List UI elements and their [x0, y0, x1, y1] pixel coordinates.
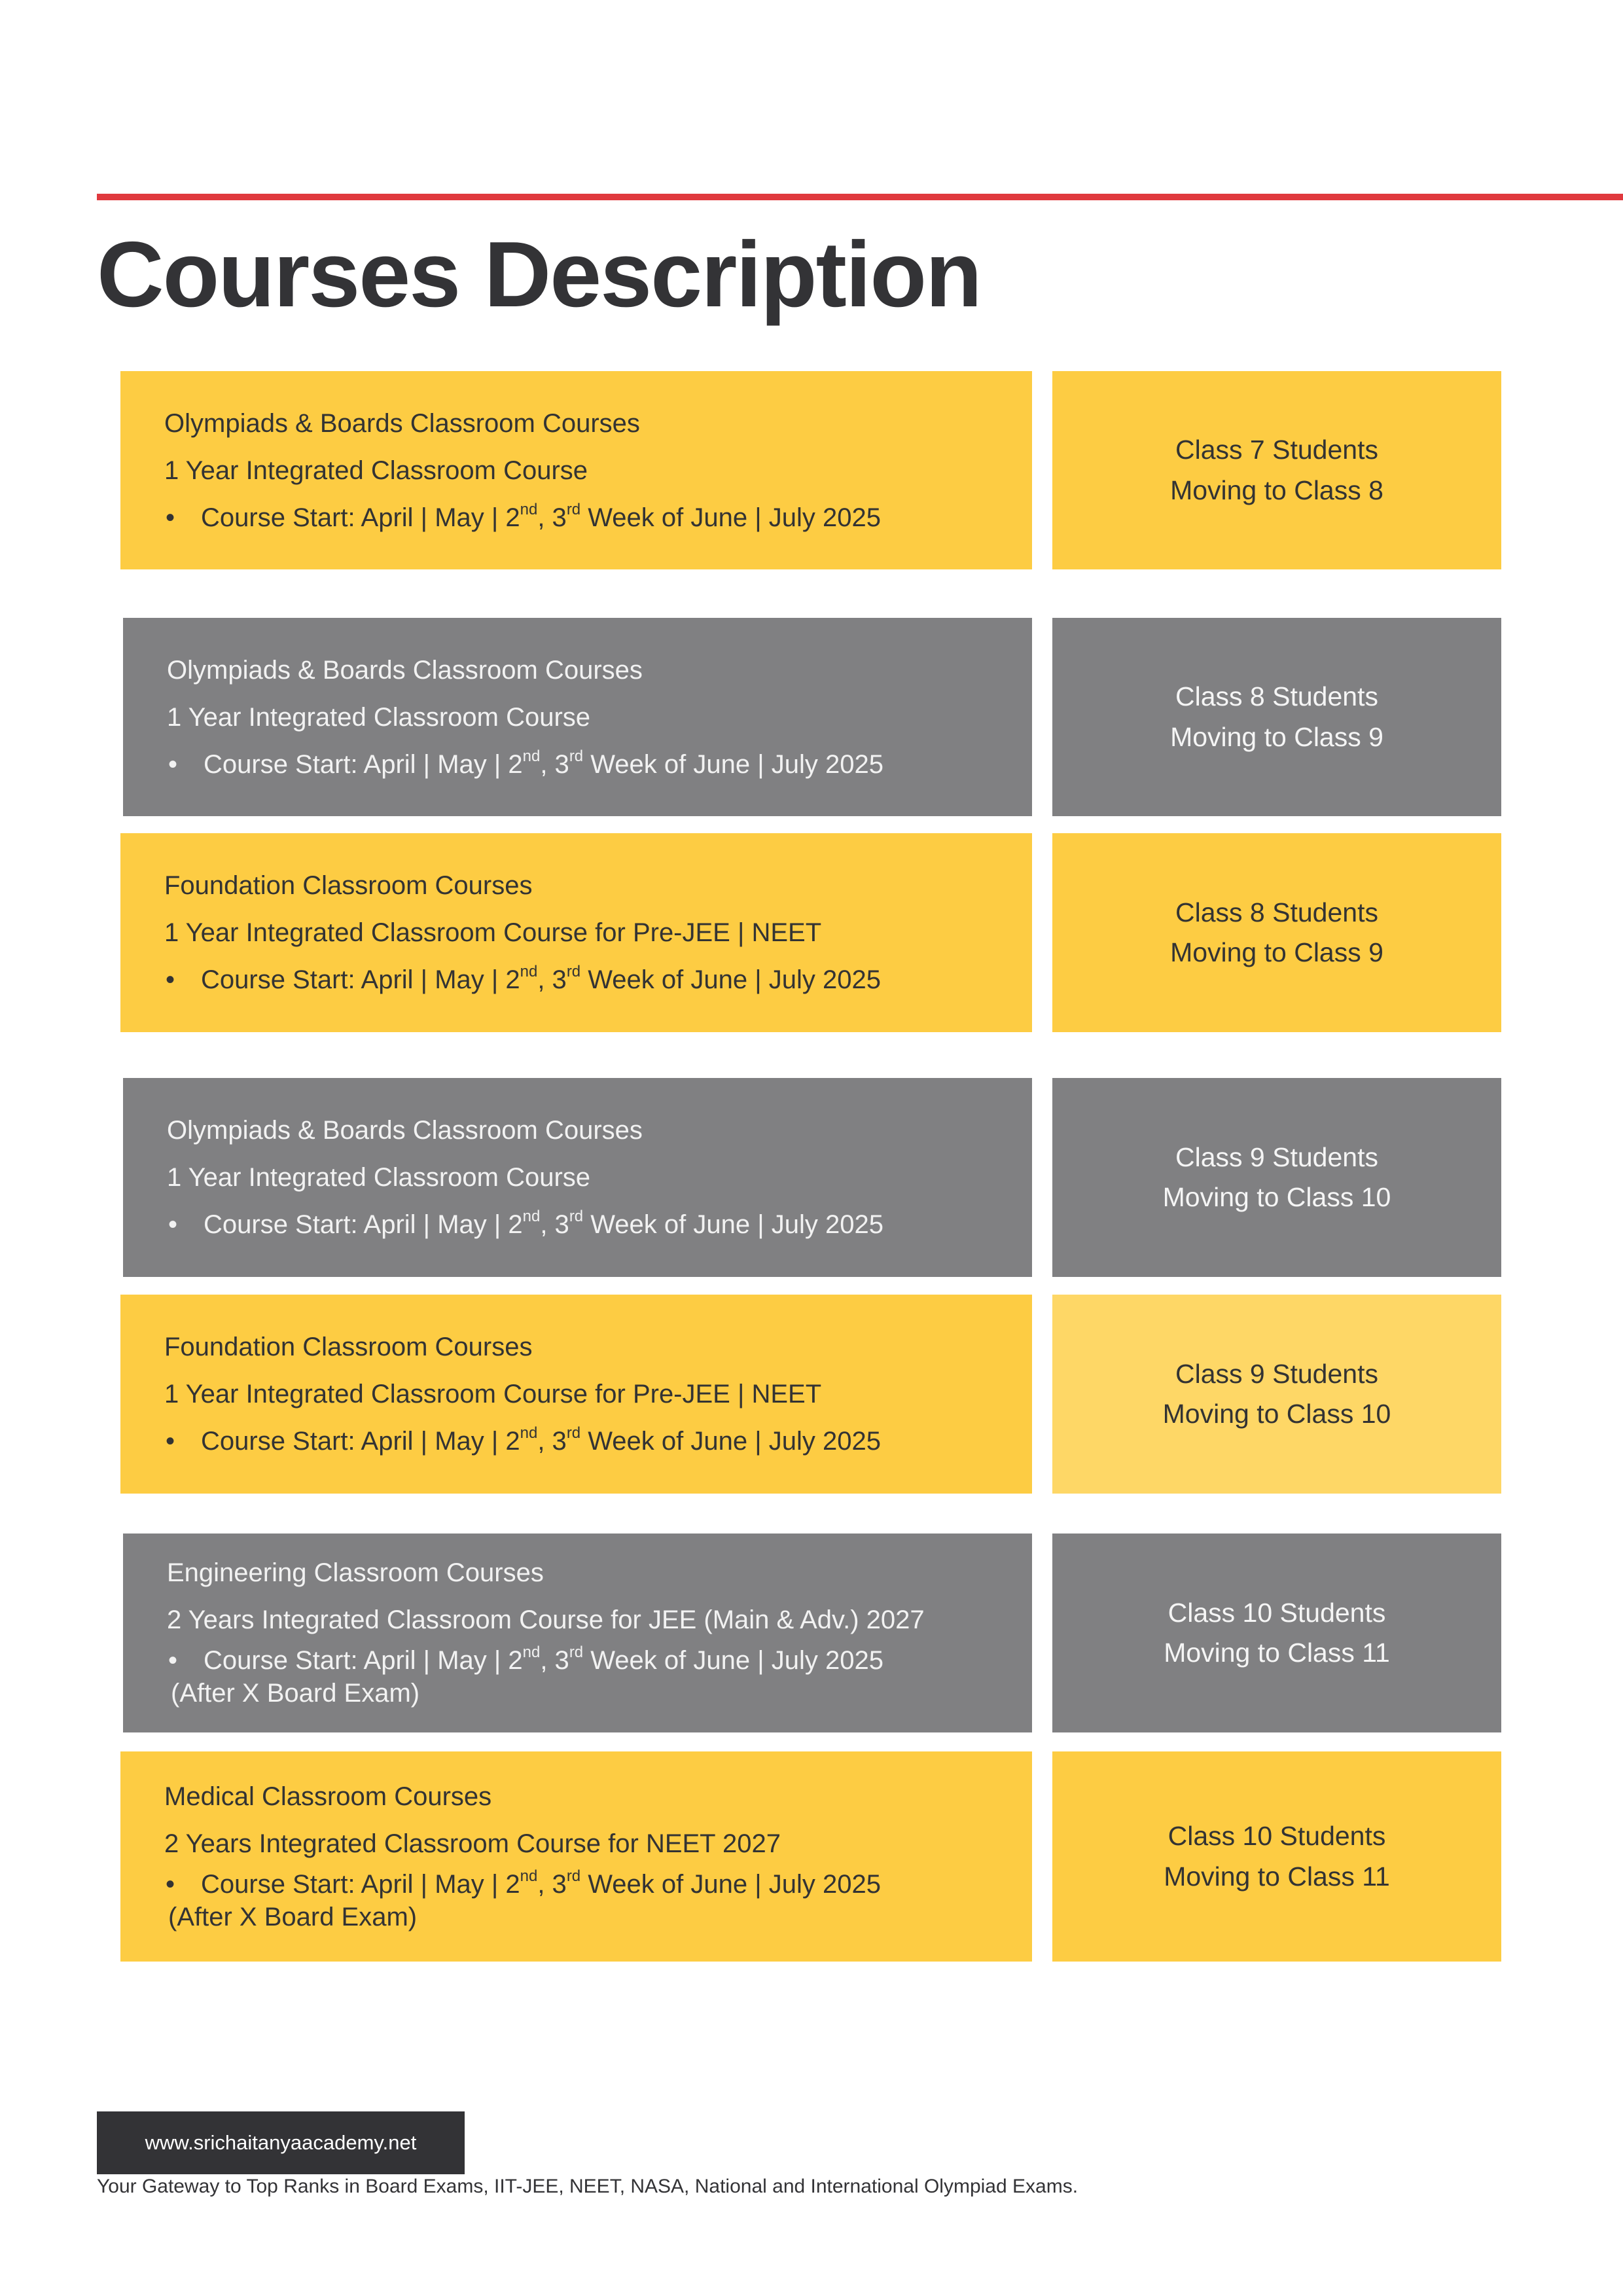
class-tag-line1: Class 7 Students: [1175, 435, 1378, 465]
course-note: (After X Board Exam): [168, 1902, 418, 1931]
footer-tagline: Your Gateway to Top Ranks in Board Exams, IIT-JEE, NEET, NASA, National and International Olympiad Exams.: [97, 2176, 1079, 2197]
class-tag-line1: Class 9 Students: [1175, 1358, 1378, 1389]
class-tag-line2: Moving to Class 11: [1164, 1861, 1390, 1892]
course-heading: Olympiads & Boards Classroom Courses: [167, 1116, 643, 1145]
course-subtitle: 1 Year Integrated Classroom Course for Pre-JEE | NEET: [164, 1380, 822, 1408]
course-subtitle: 1 Year Integrated Classroom Course: [164, 456, 588, 485]
course-card-4: [123, 1078, 1032, 1277]
class-tag-line1: Class 9 Students: [1175, 1141, 1378, 1172]
bullet-icon: •: [166, 965, 175, 994]
course-start-bullet: • Course Start: April | May | 2nd, 3rd Week of June | July 2025: [164, 1868, 1032, 1901]
course-heading: Olympiads & Boards Classroom Courses: [167, 655, 643, 685]
class-tag-line1: Class 10 Students: [1168, 1821, 1386, 1851]
course-subtitle: 1 Year Integrated Classroom Course: [167, 702, 591, 732]
course-start-bullet: • Course Start: April | May | 2nd, 3rd Week of June | July 2025: [167, 748, 1032, 781]
bullet-icon: •: [168, 749, 178, 779]
course-start-bullet: • Course Start: April | May | 2nd, 3rd Week of June | July 2025: [167, 1208, 1032, 1241]
class-tag-5: [1052, 1295, 1501, 1494]
course-start-bullet: • Course Start: April | May | 2nd, 3rd Week of June | July 2025: [167, 1644, 1032, 1677]
bullet-icon: •: [168, 1646, 178, 1675]
course-note: (After X Board Exam): [171, 1679, 420, 1708]
top-accent-rule: [97, 194, 1623, 200]
class-tag-3: [1052, 833, 1501, 1032]
course-start-bullet: • Course Start: April | May | 2nd, 3rd Week of June | July 2025: [164, 501, 1032, 534]
page-title: Courses Description: [97, 223, 981, 327]
class-tag-4: [1052, 1078, 1501, 1277]
course-card-5: [120, 1295, 1032, 1494]
class-tag-1: [1052, 371, 1501, 569]
class-tag-2: [1052, 618, 1501, 816]
class-tag-line1: Class 8 Students: [1175, 681, 1378, 711]
class-tag-line2: Moving to Class 9: [1170, 721, 1383, 752]
class-tag-line2: Moving to Class 9: [1170, 937, 1383, 967]
course-card-6: [123, 1534, 1032, 1732]
course-card-1: [120, 371, 1032, 569]
course-subtitle: 2 Years Integrated Classroom Course for JEE (Main & Adv.) 2027: [167, 1605, 925, 1634]
class-tag-line2: Moving to Class 11: [1164, 1638, 1390, 1668]
class-tag-line2: Moving to Class 10: [1162, 1399, 1391, 1429]
class-tag-6: [1052, 1534, 1501, 1732]
course-card-3: [120, 833, 1032, 1032]
bullet-icon: •: [166, 503, 175, 532]
class-tag-line2: Moving to Class 8: [1170, 475, 1383, 505]
class-tag-7: [1052, 1751, 1501, 1962]
class-tag-line1: Class 8 Students: [1175, 897, 1378, 927]
class-tag-line2: Moving to Class 10: [1162, 1182, 1391, 1212]
course-start-bullet: • Course Start: April | May | 2nd, 3rd Week of June | July 2025: [164, 963, 1032, 996]
course-heading: Foundation Classroom Courses: [164, 871, 533, 900]
course-subtitle: 1 Year Integrated Classroom Course for Pre-JEE | NEET: [164, 918, 822, 947]
course-card-7: [120, 1751, 1032, 1962]
course-heading: Foundation Classroom Courses: [164, 1333, 533, 1361]
course-heading: Medical Classroom Courses: [164, 1782, 492, 1811]
class-tag-line1: Class 10 Students: [1168, 1597, 1386, 1628]
bullet-icon: •: [166, 1427, 175, 1456]
course-subtitle: 2 Years Integrated Classroom Course for NEET 2027: [164, 1829, 781, 1858]
bullet-icon: •: [166, 1869, 175, 1899]
course-subtitle: 1 Year Integrated Classroom Course: [167, 1163, 591, 1192]
course-card-2: [123, 618, 1032, 816]
course-heading: Engineering Classroom Courses: [167, 1558, 544, 1587]
footer-website-link[interactable]: www.srichaitanyaacademy.net: [97, 2111, 465, 2174]
course-start-bullet: • Course Start: April | May | 2nd, 3rd Week of June | July 2025: [164, 1425, 1032, 1458]
bullet-icon: •: [168, 1210, 178, 1239]
course-heading: Olympiads & Boards Classroom Courses: [164, 408, 640, 438]
